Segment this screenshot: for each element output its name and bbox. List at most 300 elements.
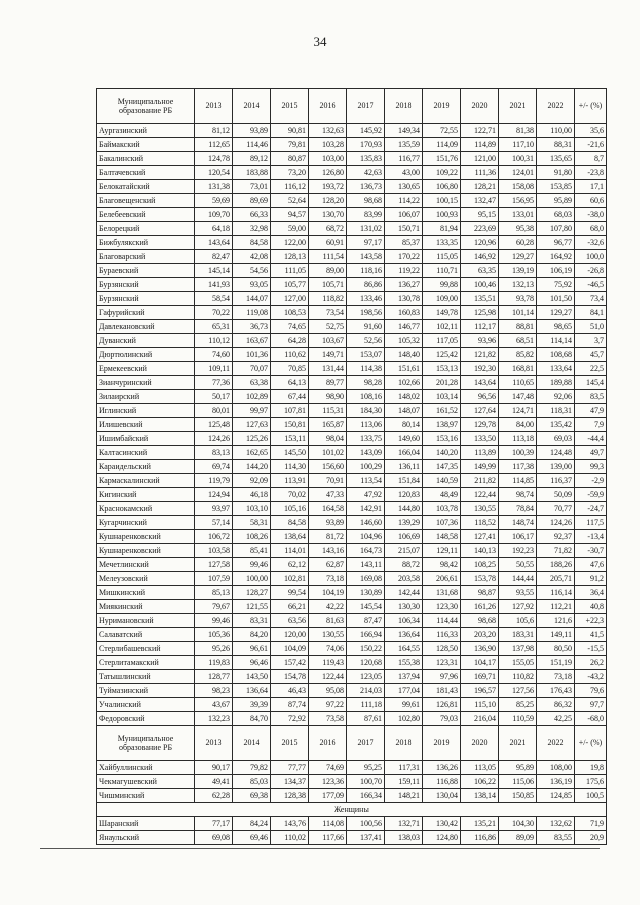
value-cell: 77,17: [195, 817, 233, 831]
value-cell: 139,00: [537, 460, 575, 474]
row-name-cell: Дюртюлинский: [97, 348, 195, 362]
value-cell: 102,66: [385, 376, 423, 390]
value-cell: 128,21: [461, 180, 499, 194]
value-cell: 98,74: [499, 488, 537, 502]
value-cell: 89,77: [309, 376, 347, 390]
value-cell: 99,88: [423, 278, 461, 292]
value-cell: 97,17: [347, 236, 385, 250]
value-cell: 88,81: [499, 320, 537, 334]
value-cell: 127,56: [499, 684, 537, 698]
value-cell: 35,6: [575, 124, 607, 138]
value-cell: 150,85: [499, 789, 537, 803]
value-cell: 105,36: [195, 628, 233, 642]
value-cell: 62,87: [309, 558, 347, 572]
value-cell: 183,31: [499, 628, 537, 642]
table-row: [97, 194, 607, 208]
bottom-rule: [40, 848, 600, 849]
value-cell: 126,80: [309, 166, 347, 180]
value-cell: 145,92: [347, 124, 385, 138]
value-cell: 36,4: [575, 586, 607, 600]
row-name-cell: Давлекановский: [97, 320, 195, 334]
value-cell: 113,06: [347, 418, 385, 432]
value-cell: 206,61: [423, 572, 461, 586]
value-cell: 81,63: [309, 614, 347, 628]
value-cell: 168,81: [499, 362, 537, 376]
value-cell: 99,3: [575, 460, 607, 474]
value-cell: 146,77: [385, 320, 423, 334]
table-row: [97, 404, 607, 418]
value-cell: 80,14: [385, 418, 423, 432]
value-cell: 196,57: [461, 684, 499, 698]
value-cell: 114,14: [537, 334, 575, 348]
value-cell: 71,9: [575, 817, 607, 831]
value-cell: 149,11: [537, 628, 575, 642]
value-cell: -44,4: [575, 432, 607, 446]
value-cell: 216,04: [461, 712, 499, 726]
value-cell: 108,68: [537, 348, 575, 362]
value-cell: -38,0: [575, 208, 607, 222]
table-row: [97, 124, 607, 138]
value-cell: 108,26: [233, 530, 271, 544]
value-cell: 140,13: [461, 544, 499, 558]
value-cell: 123,05: [347, 670, 385, 684]
header-year-cell: 2022: [537, 89, 575, 124]
value-cell: 68,03: [537, 208, 575, 222]
value-cell: 99,97: [233, 404, 271, 418]
value-cell: 54,56: [233, 264, 271, 278]
value-cell: 139,19: [499, 264, 537, 278]
value-cell: 98,65: [537, 320, 575, 334]
value-cell: 128,50: [423, 642, 461, 656]
value-cell: 64,18: [195, 222, 233, 236]
value-cell: 63,35: [461, 264, 499, 278]
table-row: [97, 152, 607, 166]
value-cell: 52,75: [309, 320, 347, 334]
value-cell: 131,44: [309, 362, 347, 376]
table-row: [97, 670, 607, 684]
value-cell: 46,43: [271, 684, 309, 698]
value-cell: 121,82: [461, 348, 499, 362]
value-cell: 126,81: [423, 698, 461, 712]
value-cell: -30,7: [575, 544, 607, 558]
value-cell: 133,50: [461, 432, 499, 446]
table-row: [97, 292, 607, 306]
value-cell: 105,71: [309, 278, 347, 292]
value-cell: 87,61: [347, 712, 385, 726]
value-cell: 122,44: [309, 670, 347, 684]
header-year-cell: 2021: [499, 89, 537, 124]
value-cell: 132,23: [195, 712, 233, 726]
value-cell: 214,03: [347, 684, 385, 698]
value-cell: 120,54: [195, 166, 233, 180]
value-cell: 132,63: [309, 124, 347, 138]
value-cell: 101,02: [309, 446, 347, 460]
value-cell: 114,85: [499, 474, 537, 488]
value-cell: 85,13: [195, 586, 233, 600]
value-cell: 95,08: [309, 684, 347, 698]
value-cell: 153,85: [537, 180, 575, 194]
row-name-cell: Кушнаренковский: [97, 530, 195, 544]
value-cell: 84,58: [271, 516, 309, 530]
value-cell: 111,36: [461, 166, 499, 180]
value-cell: 183,88: [233, 166, 271, 180]
value-cell: 80,87: [271, 152, 309, 166]
value-cell: 157,42: [271, 656, 309, 670]
value-cell: 104,96: [347, 530, 385, 544]
value-cell: 176,43: [537, 684, 575, 698]
value-cell: 110,65: [499, 376, 537, 390]
value-cell: 110,00: [537, 124, 575, 138]
value-cell: 116,88: [423, 775, 461, 789]
value-cell: 98,68: [347, 194, 385, 208]
value-cell: 66,21: [271, 600, 309, 614]
value-cell: 155,05: [499, 656, 537, 670]
value-cell: 73,20: [271, 166, 309, 180]
value-cell: -23,8: [575, 166, 607, 180]
value-cell: 51,0: [575, 320, 607, 334]
value-cell: 188,26: [537, 558, 575, 572]
value-cell: 60,6: [575, 194, 607, 208]
value-cell: 89,00: [309, 264, 347, 278]
value-cell: 109,22: [423, 166, 461, 180]
value-cell: 148,07: [385, 404, 423, 418]
value-cell: 111,05: [271, 264, 309, 278]
value-cell: 145,14: [195, 264, 233, 278]
header-year-cell: 2016: [309, 726, 347, 761]
value-cell: 84,1: [575, 306, 607, 320]
table-row: [97, 446, 607, 460]
value-cell: 119,08: [233, 306, 271, 320]
value-cell: 215,07: [385, 544, 423, 558]
value-cell: 109,00: [423, 292, 461, 306]
value-cell: 161,52: [423, 404, 461, 418]
value-cell: 119,22: [385, 264, 423, 278]
value-cell: 124,26: [195, 432, 233, 446]
header-year-cell: 2019: [423, 726, 461, 761]
value-cell: 103,00: [309, 152, 347, 166]
value-cell: 184,30: [347, 404, 385, 418]
value-cell: 137,98: [499, 642, 537, 656]
value-cell: 77,36: [195, 376, 233, 390]
value-cell: 93,89: [233, 124, 271, 138]
value-cell: 129,27: [537, 306, 575, 320]
value-cell: 100,00: [233, 572, 271, 586]
table-row: [97, 775, 607, 789]
row-name-cell: Зилаирский: [97, 390, 195, 404]
value-cell: 96,77: [537, 236, 575, 250]
value-cell: 146,92: [461, 250, 499, 264]
value-cell: 93,89: [309, 516, 347, 530]
row-name-cell: Кармаскалинский: [97, 474, 195, 488]
value-cell: 120,96: [461, 236, 499, 250]
value-cell: 87,47: [347, 614, 385, 628]
value-cell: 223,69: [461, 222, 499, 236]
value-cell: 95,15: [461, 208, 499, 222]
value-cell: 40,8: [575, 600, 607, 614]
value-cell: 80,01: [195, 404, 233, 418]
value-cell: 47,6: [575, 558, 607, 572]
value-cell: 113,91: [271, 474, 309, 488]
row-name-cell: Бурзянский: [97, 278, 195, 292]
header-year-cell: 2019: [423, 89, 461, 124]
value-cell: 164,58: [309, 502, 347, 516]
value-cell: 91,60: [347, 320, 385, 334]
value-cell: 127,63: [233, 418, 271, 432]
value-cell: 112,65: [195, 138, 233, 152]
row-name-cell: Хайбуллинский: [97, 761, 195, 775]
value-cell: 114,22: [385, 194, 423, 208]
value-cell: 123,30: [423, 600, 461, 614]
value-cell: 125,42: [423, 348, 461, 362]
table-row: [97, 166, 607, 180]
value-cell: 96,61: [233, 642, 271, 656]
value-cell: 135,21: [461, 817, 499, 831]
value-cell: 52,64: [271, 194, 309, 208]
value-cell: 47,9: [575, 404, 607, 418]
table-header-row: [97, 726, 607, 761]
row-name-cell: Иглинский: [97, 404, 195, 418]
value-cell: 7,9: [575, 418, 607, 432]
value-cell: 153,13: [423, 362, 461, 376]
value-cell: 93,05: [233, 278, 271, 292]
value-cell: 100,46: [461, 278, 499, 292]
value-cell: 106,69: [385, 530, 423, 544]
value-cell: 114,46: [233, 138, 271, 152]
value-cell: 72,92: [271, 712, 309, 726]
value-cell: -46,5: [575, 278, 607, 292]
value-cell: 136,90: [461, 642, 499, 656]
value-cell: 70,85: [271, 362, 309, 376]
value-cell: 100,39: [499, 446, 537, 460]
value-cell: 136,11: [385, 460, 423, 474]
value-cell: 118,82: [309, 292, 347, 306]
value-cell: 156,95: [499, 194, 537, 208]
row-name-cell: Мишкинский: [97, 586, 195, 600]
value-cell: 147,35: [423, 460, 461, 474]
value-cell: 115,31: [309, 404, 347, 418]
value-cell: 62,12: [271, 558, 309, 572]
value-cell: 100,5: [575, 789, 607, 803]
value-cell: 68,51: [499, 334, 537, 348]
value-cell: -2,9: [575, 474, 607, 488]
value-cell: 79,81: [271, 138, 309, 152]
value-cell: -26,8: [575, 264, 607, 278]
row-name-cell: Белебеевский: [97, 208, 195, 222]
value-cell: 74,65: [271, 320, 309, 334]
value-cell: 116,12: [271, 180, 309, 194]
value-cell: 133,46: [347, 292, 385, 306]
value-cell: 19,8: [575, 761, 607, 775]
value-cell: 84,58: [233, 236, 271, 250]
row-name-cell: Балтачевский: [97, 166, 195, 180]
value-cell: 153,78: [461, 572, 499, 586]
value-cell: 73,4: [575, 292, 607, 306]
value-cell: 121,6: [537, 614, 575, 628]
value-cell: 103,78: [423, 502, 461, 516]
value-cell: 97,96: [423, 670, 461, 684]
value-cell: 149,60: [385, 432, 423, 446]
value-cell: 124,01: [499, 166, 537, 180]
value-cell: 83,55: [537, 831, 575, 845]
row-name-cell: Калтасинский: [97, 446, 195, 460]
value-cell: 137,94: [385, 670, 423, 684]
table-row: [97, 250, 607, 264]
value-cell: 158,08: [499, 180, 537, 194]
value-cell: 115,05: [423, 250, 461, 264]
row-name-cell: Стерлитамакский: [97, 656, 195, 670]
table-row: [97, 712, 607, 726]
value-cell: 63,56: [271, 614, 309, 628]
value-cell: 85,37: [385, 236, 423, 250]
value-cell: 115,06: [499, 775, 537, 789]
value-cell: 116,37: [537, 474, 575, 488]
value-cell: 69,38: [233, 789, 271, 803]
header-diff-cell: +/- (%): [575, 89, 607, 124]
value-cell: 84,24: [233, 817, 271, 831]
value-cell: 145,50: [271, 446, 309, 460]
value-cell: 98,28: [347, 376, 385, 390]
table-row: [97, 320, 607, 334]
value-cell: 79,6: [575, 684, 607, 698]
value-cell: -59,9: [575, 488, 607, 502]
value-cell: 144,44: [499, 572, 537, 586]
data-table: [96, 88, 607, 845]
value-cell: 85,25: [499, 698, 537, 712]
value-cell: 81,12: [195, 124, 233, 138]
value-cell: 163,67: [233, 334, 271, 348]
row-name-cell: Бураевский: [97, 264, 195, 278]
value-cell: 106,34: [385, 614, 423, 628]
value-cell: 74,69: [309, 761, 347, 775]
value-cell: 119,43: [309, 656, 347, 670]
value-cell: 143,76: [271, 817, 309, 831]
value-cell: 68,72: [309, 222, 347, 236]
value-cell: 93,55: [499, 586, 537, 600]
value-cell: 39,39: [233, 698, 271, 712]
table-row: [97, 236, 607, 250]
table-header-row: [97, 89, 607, 124]
value-cell: 99,54: [271, 586, 309, 600]
value-cell: 124,94: [195, 488, 233, 502]
value-cell: 175,6: [575, 775, 607, 789]
value-cell: 102,89: [233, 390, 271, 404]
value-cell: 143,09: [347, 446, 385, 460]
value-cell: 120,83: [385, 488, 423, 502]
value-cell: -32,6: [575, 236, 607, 250]
value-cell: 138,97: [423, 418, 461, 432]
value-cell: 117,31: [385, 761, 423, 775]
value-cell: 164,73: [347, 544, 385, 558]
row-name-cell: Бакалинский: [97, 152, 195, 166]
value-cell: 90,17: [195, 761, 233, 775]
value-cell: 120,68: [347, 656, 385, 670]
value-cell: 127,92: [499, 600, 537, 614]
value-cell: 74,60: [195, 348, 233, 362]
value-cell: 124,80: [423, 831, 461, 845]
value-cell: 17,1: [575, 180, 607, 194]
value-cell: 106,80: [423, 180, 461, 194]
value-cell: 83,13: [195, 446, 233, 460]
value-cell: 130,55: [461, 502, 499, 516]
value-cell: 124,85: [537, 789, 575, 803]
row-name-cell: Ишимбайский: [97, 432, 195, 446]
value-cell: 85,82: [499, 348, 537, 362]
row-name-cell: Бижбулякский: [97, 236, 195, 250]
value-cell: 75,92: [537, 278, 575, 292]
row-name-cell: Бурзянский: [97, 292, 195, 306]
value-cell: 118,31: [537, 404, 575, 418]
table-row: [97, 222, 607, 236]
value-cell: 70,02: [271, 488, 309, 502]
table-row: [97, 278, 607, 292]
value-cell: 114,09: [423, 138, 461, 152]
header-year-cell: 2015: [271, 89, 309, 124]
value-cell: 84,00: [499, 418, 537, 432]
row-name-cell: Аургазинский: [97, 124, 195, 138]
table-row: [97, 432, 607, 446]
value-cell: 150,71: [385, 222, 423, 236]
value-cell: 86,32: [537, 698, 575, 712]
value-cell: 52,56: [347, 334, 385, 348]
value-cell: 153,07: [347, 348, 385, 362]
table-row: [97, 789, 607, 803]
value-cell: 114,89: [461, 138, 499, 152]
value-cell: 73,54: [309, 306, 347, 320]
value-cell: 136,19: [537, 775, 575, 789]
value-cell: 85,03: [233, 775, 271, 789]
value-cell: 100,56: [347, 817, 385, 831]
value-cell: 127,41: [461, 530, 499, 544]
value-cell: 125,26: [233, 432, 271, 446]
table-row: [97, 817, 607, 831]
row-name-cell: Ермекеевский: [97, 362, 195, 376]
value-cell: 134,37: [271, 775, 309, 789]
value-cell: 140,20: [423, 446, 461, 460]
value-cell: 101,50: [537, 292, 575, 306]
row-name-cell: Краснокамский: [97, 502, 195, 516]
header-year-cell: 2021: [499, 726, 537, 761]
row-name-cell: Учалинский: [97, 698, 195, 712]
value-cell: 147,48: [499, 390, 537, 404]
value-cell: 95,26: [195, 642, 233, 656]
value-cell: 143,16: [309, 544, 347, 558]
value-cell: 69,03: [537, 432, 575, 446]
value-cell: 45,7: [575, 348, 607, 362]
table-row: [97, 586, 607, 600]
value-cell: 139,29: [385, 516, 423, 530]
row-name-cell: Благоварский: [97, 250, 195, 264]
value-cell: 104,09: [271, 642, 309, 656]
value-cell: 103,58: [195, 544, 233, 558]
value-cell: 88,72: [385, 558, 423, 572]
value-cell: 79,67: [195, 600, 233, 614]
value-cell: 124,71: [499, 404, 537, 418]
value-cell: 143,64: [195, 236, 233, 250]
value-cell: 42,08: [233, 250, 271, 264]
value-cell: 117,5: [575, 516, 607, 530]
value-cell: 136,64: [385, 628, 423, 642]
row-name-cell: Федоровский: [97, 712, 195, 726]
value-cell: 101,14: [499, 306, 537, 320]
value-cell: 70,22: [195, 306, 233, 320]
value-cell: 109,70: [195, 208, 233, 222]
value-cell: 130,78: [385, 292, 423, 306]
value-cell: 124,78: [195, 152, 233, 166]
row-name-cell: Гафурийский: [97, 306, 195, 320]
value-cell: 93,78: [499, 292, 537, 306]
value-cell: 106,22: [461, 775, 499, 789]
value-cell: 91,80: [537, 166, 575, 180]
